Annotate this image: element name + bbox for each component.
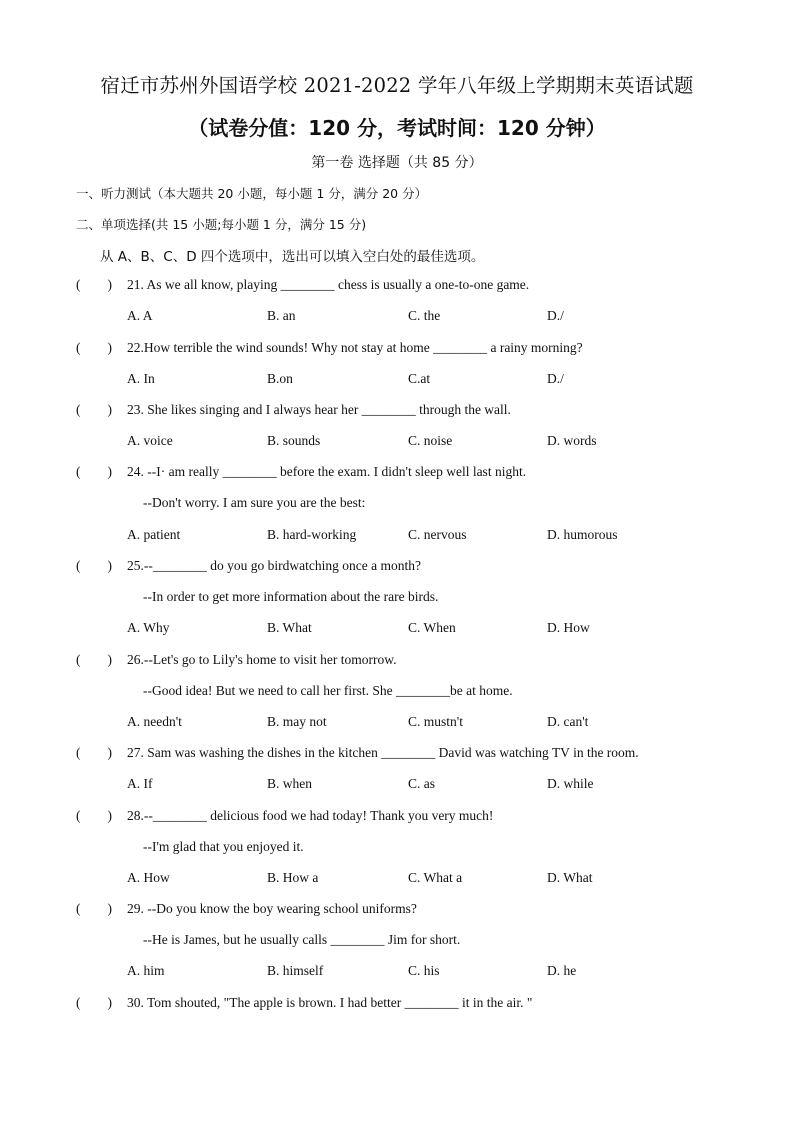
part-heading: 第一卷 选择题（共 85 分）	[311, 155, 483, 171]
question-reply: --I'm glad that you enjoyed it.	[143, 839, 304, 854]
answer-bracket[interactable]: ( )	[76, 340, 112, 355]
option-c[interactable]: C. nervous	[408, 527, 467, 542]
exam-title: 宿迁市苏州外国语学校 2021-2022 学年八年级上学期期末英语试题	[100, 74, 694, 97]
option-b[interactable]: B. may not	[267, 714, 327, 729]
option-a[interactable]: A. In	[127, 371, 155, 386]
answer-bracket[interactable]: ( )	[76, 652, 112, 667]
option-d[interactable]: D. How	[547, 620, 590, 635]
option-a[interactable]: A. needn't	[127, 714, 182, 729]
option-d[interactable]: D. he	[547, 963, 577, 978]
option-a[interactable]: A. him	[127, 963, 165, 978]
option-d[interactable]: D. words	[547, 433, 597, 448]
question-text: 29. --Do you know the boy wearing school uniforms?	[127, 901, 417, 916]
answer-bracket[interactable]: ( )	[76, 464, 112, 479]
question-text: 23. She likes singing and I always hear her ________ through the wall.	[127, 402, 511, 417]
question-row	[0, 558, 794, 578]
option-c[interactable]: C.at	[408, 371, 431, 386]
option-d[interactable]: D./	[547, 371, 564, 386]
option-b[interactable]: B. sounds	[267, 433, 321, 448]
option-c[interactable]: C. the	[408, 308, 441, 323]
question-reply: --He is James, but he usually calls ________ Jim for short.	[143, 932, 461, 947]
question-reply: --Don't worry. I am sure you are the best:	[143, 495, 366, 510]
option-b[interactable]: B. What	[267, 620, 312, 635]
option-d[interactable]: D. What	[547, 870, 593, 885]
option-d[interactable]: D. while	[547, 776, 594, 791]
question-reply: --In order to get more information about the rare birds.	[143, 589, 439, 604]
section-single-choice: 二、单项选择(共 15 小题;每小题 1 分，满分 15 分)	[76, 217, 367, 232]
option-b[interactable]: B. hard-working	[267, 527, 357, 542]
answer-bracket[interactable]: ( )	[76, 277, 112, 292]
option-c[interactable]: C. mustn't	[408, 714, 463, 729]
option-a[interactable]: A. If	[127, 776, 153, 791]
option-b[interactable]: B. an	[267, 308, 296, 323]
answer-bracket[interactable]: ( )	[76, 901, 112, 916]
question-row	[0, 340, 794, 360]
option-c[interactable]: C. noise	[408, 433, 453, 448]
option-a[interactable]: A. How	[127, 870, 170, 885]
answer-bracket[interactable]: ( )	[76, 995, 112, 1010]
question-row	[0, 464, 794, 484]
answer-bracket[interactable]: ( )	[76, 745, 112, 760]
option-b[interactable]: B. when	[267, 776, 312, 791]
question-text: 28.--________ delicious food we had today! Thank you very much!	[127, 808, 494, 823]
question-text: 30. Tom shouted, "The apple is brown. I had better ________ it in the air. "	[127, 995, 533, 1010]
option-c[interactable]: C. When	[408, 620, 456, 635]
question-row	[0, 745, 794, 765]
option-a[interactable]: A. voice	[127, 433, 173, 448]
option-d[interactable]: D. humorous	[547, 527, 618, 542]
section-instruction: 从 A、B、C、D 四个选项中，选出可以填入空白处的最佳选项。	[100, 249, 485, 265]
question-row	[0, 995, 794, 1015]
question-reply: --Good idea! But we need to call her first. She ________be at home.	[143, 683, 513, 698]
question-text: 26.--Let's go to Lily's home to visit her tomorrow.	[127, 652, 397, 667]
answer-bracket[interactable]: ( )	[76, 558, 112, 573]
option-b[interactable]: B. himself	[267, 963, 324, 978]
exam-subtitle: （试卷分值：120 分，考试时间：120 分钟）	[188, 116, 606, 140]
option-a[interactable]: A. Why	[127, 620, 170, 635]
question-text: 21. As we all know, playing ________ chess is usually a one-to-one game.	[127, 277, 530, 292]
option-b[interactable]: B. How a	[267, 870, 319, 885]
option-c[interactable]: C. as	[408, 776, 435, 791]
option-b[interactable]: B.on	[267, 371, 293, 386]
question-text: 24. --I· am really ________ before the exam. I didn't sleep well last night.	[127, 464, 527, 479]
option-c[interactable]: C. his	[408, 963, 440, 978]
answer-bracket[interactable]: ( )	[76, 808, 112, 823]
question-text: 25.--________ do you go birdwatching once a month?	[127, 558, 421, 573]
question-row	[0, 652, 794, 672]
option-d[interactable]: D. can't	[547, 714, 589, 729]
option-d[interactable]: D./	[547, 308, 564, 323]
question-row	[0, 277, 794, 297]
option-c[interactable]: C. What a	[408, 870, 463, 885]
option-a[interactable]: A. A	[127, 308, 153, 323]
question-text: 27. Sam was washing the dishes in the kitchen ________ David was watching TV in the room.	[127, 745, 639, 760]
question-text: 22.How terrible the wind sounds! Why not stay at home ________ a rainy morning?	[127, 340, 583, 355]
question-row	[0, 808, 794, 828]
question-row	[0, 402, 794, 422]
question-row	[0, 901, 794, 921]
option-a[interactable]: A. patient	[127, 527, 181, 542]
answer-bracket[interactable]: ( )	[76, 402, 112, 417]
section-listening: 一、听力测试（本大题共 20 小题，每小题 1 分，满分 20 分）	[76, 186, 428, 201]
